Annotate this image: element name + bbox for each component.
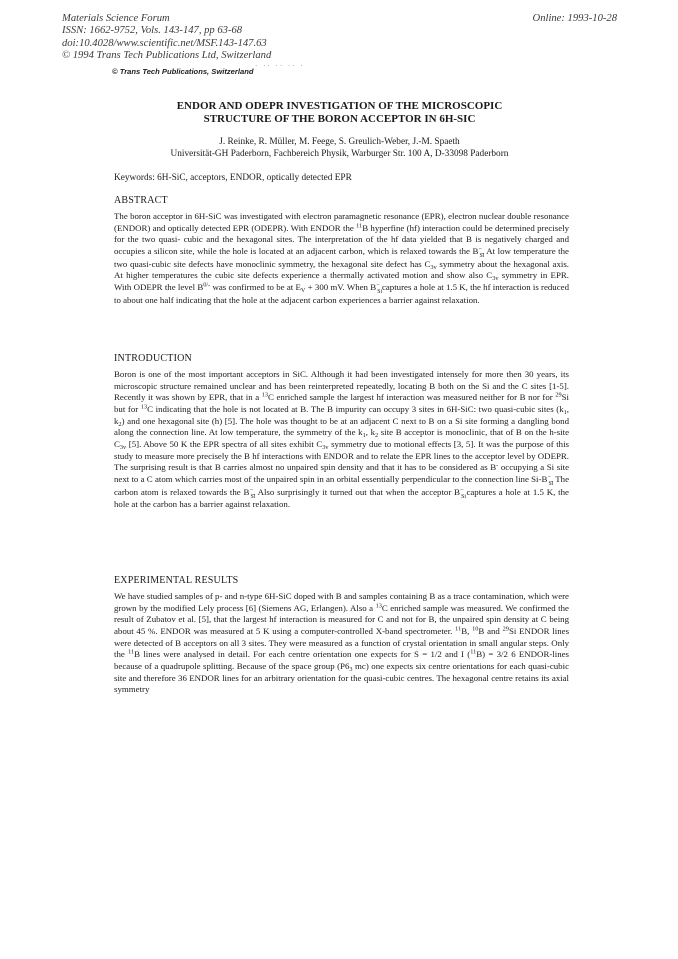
issn-line: ISSN: 1662-9752, Vols. 143-147, pp 63-68	[62, 25, 243, 37]
abstract-heading: ABSTRACT	[114, 195, 168, 206]
keywords: Keywords: 6H-SiC, acceptors, ENDOR, optically detected EPR	[114, 173, 352, 183]
title-line-2: STRUCTURE OF THE BORON ACCEPTOR IN 6H-SIC	[203, 113, 476, 125]
copyright-line: © 1994 Trans Tech Publications Ltd, Switzerland	[62, 50, 272, 62]
author-list: J. Reinke, R. Müller, M. Feege, S. Greulich-Weber, J.-M. Spaeth	[219, 137, 460, 147]
affiliation: Universität-GH Paderborn, Fachbereich Physik, Warburger Str. 100 A, D-33098 Paderborn	[170, 149, 509, 159]
paper-title	[112, 100, 567, 126]
title-line-1: ENDOR AND ODEPR INVESTIGATION OF THE MICROSCOPIC	[176, 100, 503, 112]
experimental-text: We have studied samples of p- and n-type 6H-SiC doped with B and samples containing B as a trace contamination, which were grown by the modified Lely process [6] (Siemens AG, Erlangen). Also a $^{13}$C enriched sample was measured. We confirmed the result of Zubatov et al. [5], that the largest hf interaction is measured for C and not for B, the unpaired spin density at C being about 45 %. ENDOR was measured at 5 K using a computer-controlled X-band spectrometer. $^{11}$B, $^{10}$B and $^{29}$Si ENDOR lines were detected of B acceptors on all 3 sites. They were measured as a function of crystal orientation in small angular steps. Only the $^{11}$B lines were analysed in detail. For each centre orientation one expects for S = 1/2 and I ($^{11}$B) = 3/2 6 ENDOR-lines because of a quadrupole splitting. Because of the space group ($P6_3$ mc) one expects six centre orientations for each quasi-cubic site and therefore 36 ENDOR lines for an arbitrary orientation for the quasi-cubic centres. The hexagonal centre retains its axial symmetry	[114, 591, 570, 695]
abstract-section	[114, 195, 569, 306]
journal-header	[62, 13, 617, 63]
scan-artifact-dots: · ·· ·· ·· ·	[255, 62, 305, 70]
online-date: Online: 1993-10-28	[532, 13, 617, 24]
experimental-section	[114, 575, 569, 696]
author-block	[112, 136, 567, 160]
abstract-text: The boron acceptor in 6H-SiC was investigated with electron paramagnetic resonance (EPR), electron nuclear double resonance (ENDOR) and optically detected EPR (ODEPR). With ENDOR the $^{11}$B hyperfine (hf) interaction could be determined precisely for the two quasi- cubic and the hexagonal sites. The interpretation of the hf data yielded that B is negatively charged and occupies a silicon site, while the hole is located at an adjacent carbon, which is relaxed towards the B− Si . At low temperature the two quasi-cubic site defects have monoclinic symmetry, the hexagonal site defect has $C_{3v}$ symmetry about the hexagonal axis. At higher temperatures the cubic site defects experience a thermally activated motion and show also $C_{3v}$ symmetry in EPR. With ODEPR the level $B^{0/-}$ was confirmed to be at $E_V + 300$ mV. When B− Si captures a hole at 1.5 K, the hf interaction is reduced to about one half indicating that the hole at the adjacent carbon experiences a barrier against relaxation.	[114, 211, 570, 305]
introduction-text: Boron is one of the most important acceptors in SiC. Although it had been investigated intensely for more then 30 years, its microscopic structure remained unclear and has been reinterpreted repeatedly, locating B both on the Si and the C sites [1-5]. Recently it was shown by EPR, that in a $^{13}$C enriched sample the largest hf interaction was measured neither for B nor for $^{29}$Si but for $^{13}$C indicating that the hole is not located at B. The B impurity can occupy 3 sites in 6H-SiC: two quasi-cubic sites ($k_1$, $k_2$) and one hexagonal site (h) [5]. The hole was thought to be at an adjacent C next to B on a Si site forming a dangling bond along the connection line. At low temperature, the symmetry of the $k_1$, $k_2$ site B acceptor is monoclinic, that of B on the h-site $C_{3v}$ [5]. Above 50 K the EPR spectra of all sites exhibit $C_{3v}$ symmetry due to motional effects [3, 5]. It was the purpose of this study to measure more precisely the B hf interactions with ENDOR and to relate the EPR lines to the acceptor level by ODEPR. The surprising result is that B carries almost no unpaired spin density and that it has to be considered as B- occupying a Si site next to a C atom which carries most of the unpaired spin in an orbital essentially perpendicular to the connection line Si-B− Si . The carbon atom is relaxed towards the B− Si . Also surprisingly it turned out that when the acceptor B− Si captures a hole at 1.5 K, the hole at the carbon has a barrier against relaxation.	[114, 369, 570, 510]
doi-line: doi:10.4028/www.scientific.net/MSF.143-147.63	[62, 37, 267, 49]
experimental-heading: EXPERIMENTAL RESULTS	[114, 575, 239, 586]
introduction-heading: INTRODUCTION	[114, 353, 192, 364]
journal-name: Materials Science Forum	[62, 13, 170, 24]
introduction-section	[114, 353, 569, 511]
publisher-line: © Trans Tech Publications, Switzerland	[112, 67, 254, 76]
